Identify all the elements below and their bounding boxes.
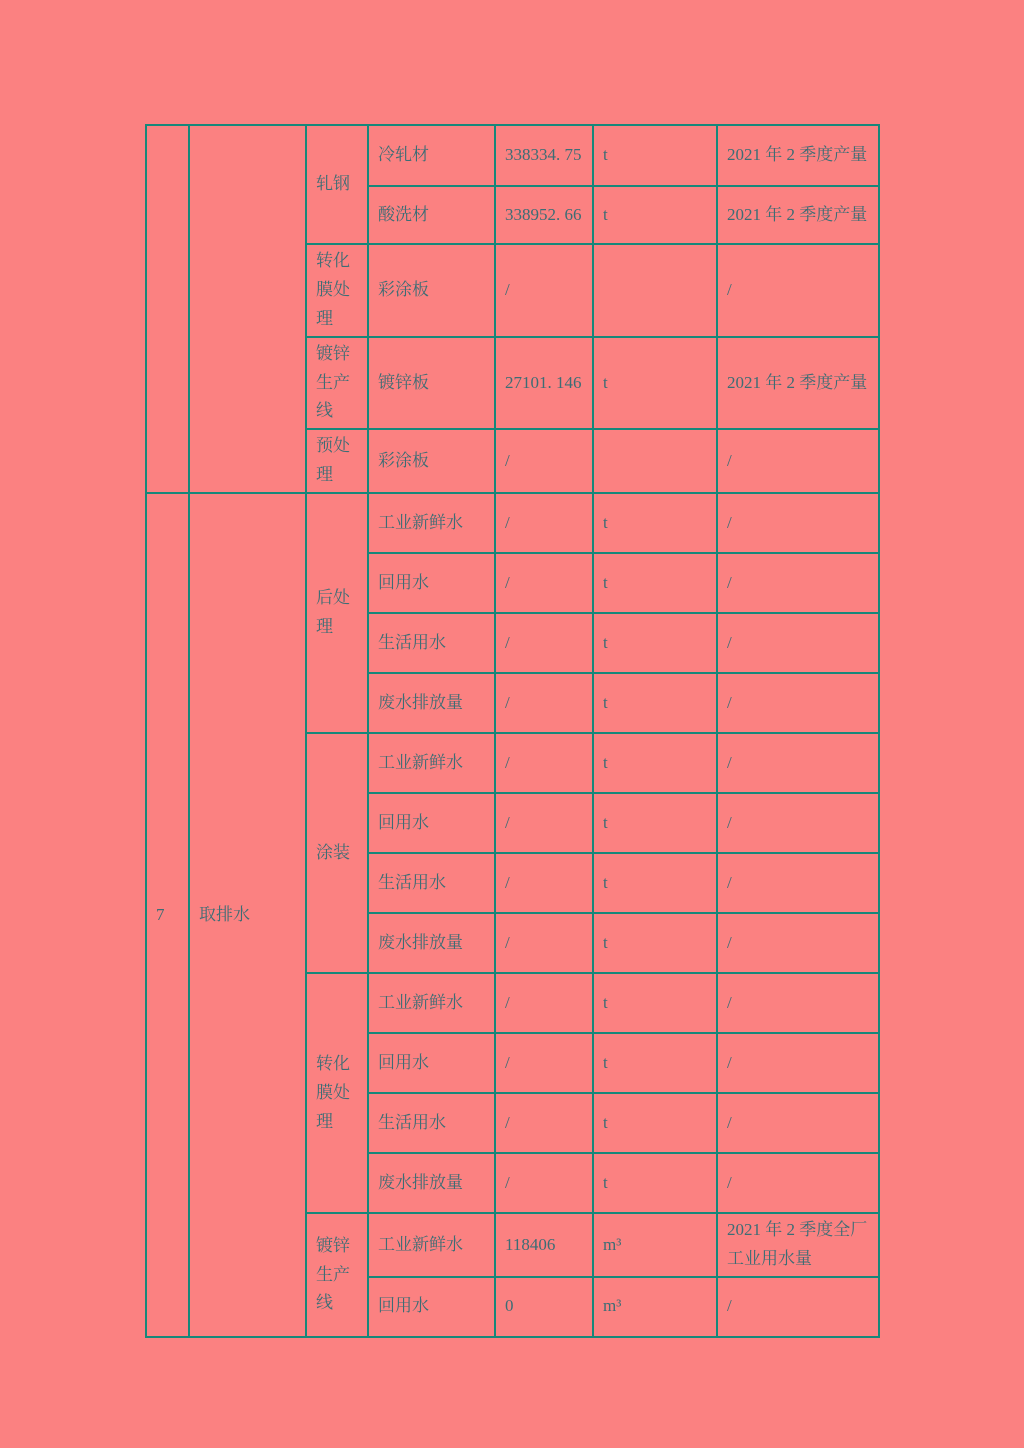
item-cell: 工业新鲜水 xyxy=(368,973,495,1033)
unit-cell: t xyxy=(593,1153,717,1213)
item-cell: 彩涂板 xyxy=(368,429,495,493)
unit-cell: t xyxy=(593,613,717,673)
note-cell: / xyxy=(717,613,879,673)
unit-cell: m³ xyxy=(593,1277,717,1337)
value-cell: / xyxy=(495,1093,593,1153)
note-cell: / xyxy=(717,1277,879,1337)
note-cell: / xyxy=(717,913,879,973)
process-group-cell: 轧钢 xyxy=(306,125,368,244)
value-cell: / xyxy=(495,853,593,913)
note-cell: / xyxy=(717,673,879,733)
note-cell: / xyxy=(717,244,879,337)
item-cell: 生活用水 xyxy=(368,1093,495,1153)
note-cell: / xyxy=(717,1033,879,1093)
item-cell: 镀锌板 xyxy=(368,337,495,430)
note-cell: / xyxy=(717,733,879,793)
category-cell: 取排水 xyxy=(189,493,306,1337)
note-cell: 2021 年 2 季度产量 xyxy=(717,125,879,186)
item-cell: 回用水 xyxy=(368,553,495,613)
serial-cell: 7 xyxy=(146,493,189,1337)
value-cell: / xyxy=(495,429,593,493)
value-cell: 118406 xyxy=(495,1213,593,1277)
unit-cell: t xyxy=(593,493,717,553)
unit-cell: t xyxy=(593,913,717,973)
item-cell: 回用水 xyxy=(368,1033,495,1093)
unit-cell: t xyxy=(593,973,717,1033)
note-cell: / xyxy=(717,793,879,853)
process-group-cell: 预处理 xyxy=(306,429,368,493)
unit-cell xyxy=(593,244,717,337)
process-group-cell: 镀锌生产线 xyxy=(306,1213,368,1337)
value-cell: / xyxy=(495,973,593,1033)
value-cell: / xyxy=(495,613,593,673)
unit-cell: m³ xyxy=(593,1213,717,1277)
note-cell: 2021 年 2 季度产量 xyxy=(717,337,879,430)
serial-cell xyxy=(146,125,189,493)
value-cell: / xyxy=(495,1153,593,1213)
value-cell: / xyxy=(495,913,593,973)
note-cell: / xyxy=(717,1093,879,1153)
process-group-cell: 镀锌生产线 xyxy=(306,337,368,430)
note-cell: / xyxy=(717,853,879,913)
table-row xyxy=(146,125,879,186)
value-cell: 338952. 66 xyxy=(495,186,593,244)
item-cell: 回用水 xyxy=(368,793,495,853)
process-group-cell: 转化膜处理 xyxy=(306,244,368,337)
item-cell: 废水排放量 xyxy=(368,913,495,973)
value-cell: 27101. 146 xyxy=(495,337,593,430)
unit-cell: t xyxy=(593,1033,717,1093)
process-group-cell: 转化膜处理 xyxy=(306,973,368,1213)
process-group-cell: 涂装 xyxy=(306,733,368,973)
unit-cell: t xyxy=(593,337,717,430)
unit-cell: t xyxy=(593,125,717,186)
unit-cell xyxy=(593,429,717,493)
item-cell: 生活用水 xyxy=(368,853,495,913)
note-cell: 2021 年 2 季度全厂工业用水量 xyxy=(717,1213,879,1277)
value-cell: / xyxy=(495,553,593,613)
value-cell: / xyxy=(495,244,593,337)
item-cell: 冷轧材 xyxy=(368,125,495,186)
note-cell: / xyxy=(717,553,879,613)
unit-cell: t xyxy=(593,853,717,913)
value-cell: 0 xyxy=(495,1277,593,1337)
note-cell: / xyxy=(717,429,879,493)
category-cell xyxy=(189,125,306,493)
value-cell: / xyxy=(495,493,593,553)
process-group-cell: 后处理 xyxy=(306,493,368,733)
unit-cell: t xyxy=(593,673,717,733)
value-cell: / xyxy=(495,673,593,733)
note-cell: / xyxy=(717,493,879,553)
note-cell: / xyxy=(717,973,879,1033)
item-cell: 废水排放量 xyxy=(368,1153,495,1213)
item-cell: 废水排放量 xyxy=(368,673,495,733)
item-cell: 彩涂板 xyxy=(368,244,495,337)
unit-cell: t xyxy=(593,553,717,613)
item-cell: 工业新鲜水 xyxy=(368,493,495,553)
note-cell: / xyxy=(717,1153,879,1213)
item-cell: 回用水 xyxy=(368,1277,495,1337)
value-cell: / xyxy=(495,793,593,853)
unit-cell: t xyxy=(593,793,717,853)
unit-cell: t xyxy=(593,733,717,793)
value-cell: 338334. 75 xyxy=(495,125,593,186)
value-cell: / xyxy=(495,1033,593,1093)
indicators-table xyxy=(145,124,880,1338)
table-row xyxy=(146,493,879,553)
item-cell: 生活用水 xyxy=(368,613,495,673)
item-cell: 工业新鲜水 xyxy=(368,1213,495,1277)
item-cell: 酸洗材 xyxy=(368,186,495,244)
value-cell: / xyxy=(495,733,593,793)
unit-cell: t xyxy=(593,1093,717,1153)
item-cell: 工业新鲜水 xyxy=(368,733,495,793)
unit-cell: t xyxy=(593,186,717,244)
note-cell: 2021 年 2 季度产量 xyxy=(717,186,879,244)
